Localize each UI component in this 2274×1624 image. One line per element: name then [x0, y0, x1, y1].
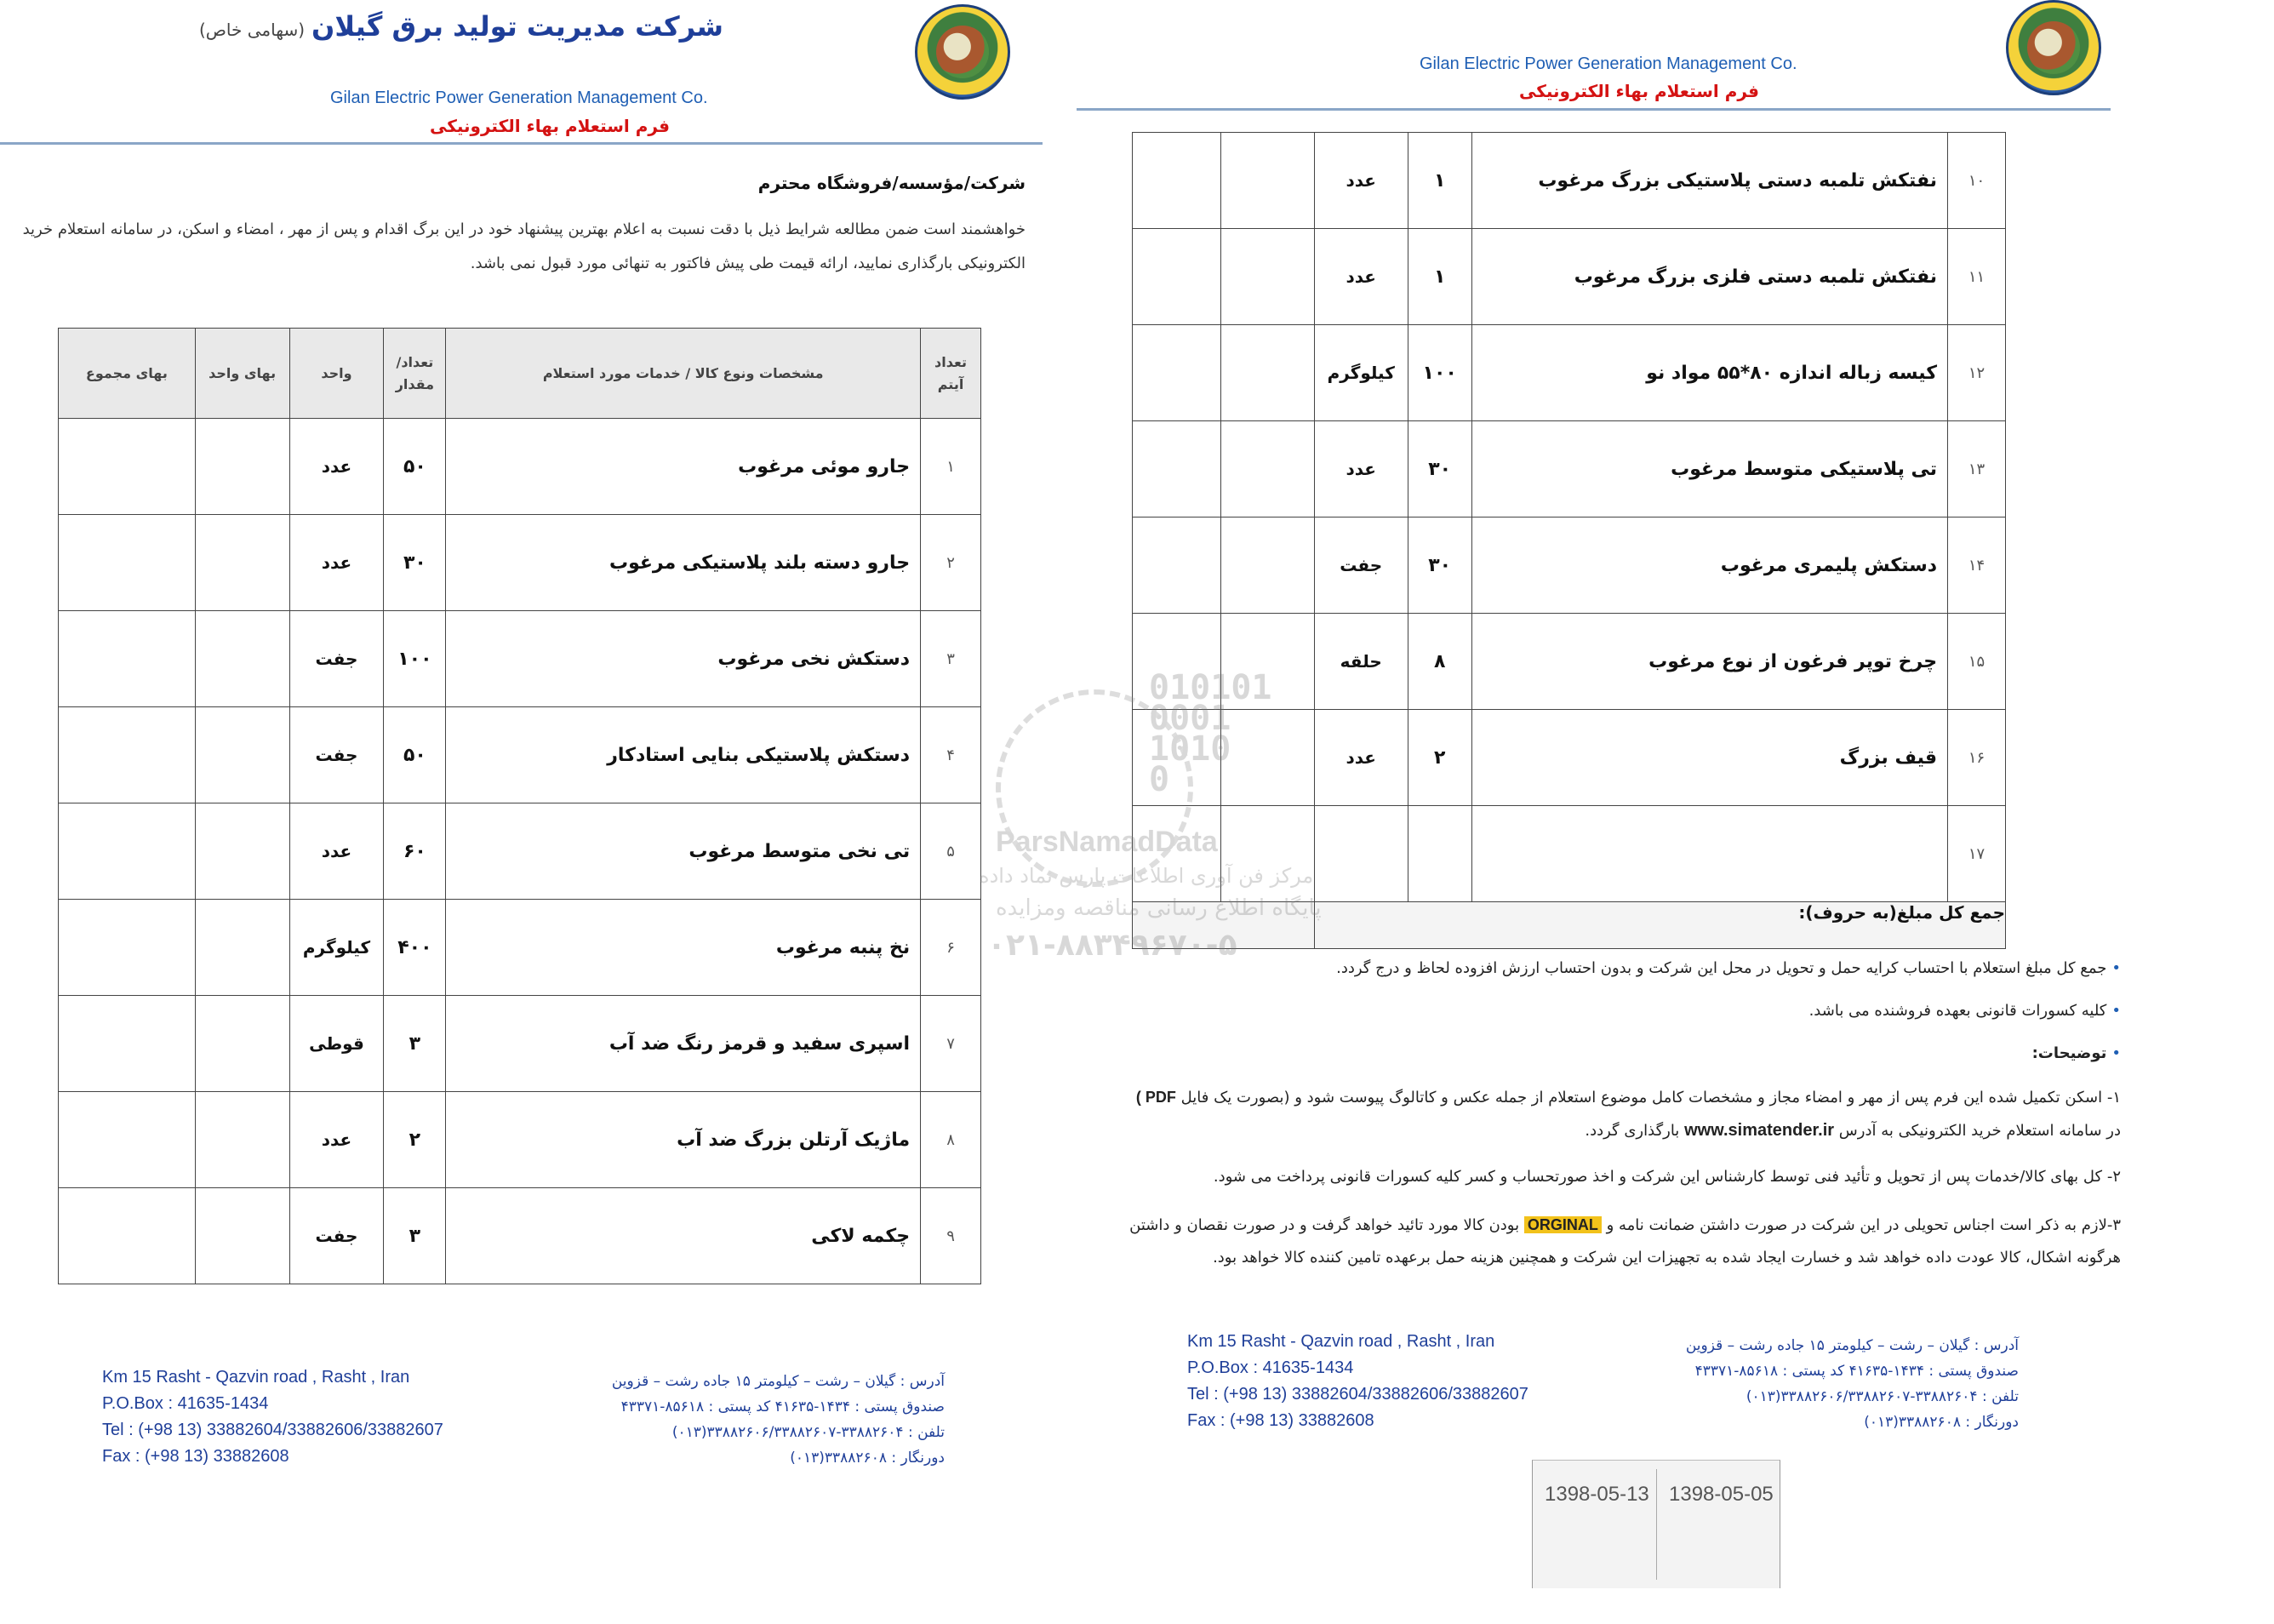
simatender-link[interactable]: www.simatender.ir	[1684, 1121, 1835, 1140]
row-quantity: ۶۰	[384, 803, 446, 900]
row-index: ۱۷	[1948, 806, 2006, 902]
row-total-price[interactable]	[1133, 325, 1221, 421]
row-unit-price[interactable]	[195, 1092, 289, 1188]
table-row	[1133, 518, 2006, 614]
table-row	[1133, 133, 2006, 229]
row-quantity: ۱۰۰	[384, 611, 446, 707]
row-unit-price[interactable]	[195, 1188, 289, 1284]
items-table-1	[58, 328, 981, 1284]
row-quantity: ۳۰	[1408, 421, 1471, 518]
watermark-phone: ۰۲۱-۸۸۳۴۹۶۷۰-۵	[987, 928, 1237, 963]
row-quantity: ۵۰	[384, 707, 446, 803]
total-row	[1133, 902, 2006, 949]
row-quantity: ۴۰۰	[384, 900, 446, 996]
orginal-highlight: ORGINAL	[1524, 1216, 1602, 1233]
watermark-line-1: مرکز فن آوری اطلاعات پارس نماد داده	[979, 864, 1314, 888]
company-name-en: Gilan Electric Power Generation Management Co.	[1420, 54, 1797, 73]
row-unit-price[interactable]	[1220, 229, 1314, 325]
stamp-date-2: 1398-05-05	[1669, 1483, 1774, 1506]
row-quantity: ۱۰۰	[1408, 325, 1471, 421]
salutation: شرکت/مؤسسه/فروشگاه محترم	[757, 173, 1026, 193]
row-total-price[interactable]	[1133, 229, 1221, 325]
row-unit-price[interactable]	[195, 996, 289, 1092]
row-quantity: ۱	[1408, 229, 1471, 325]
row-description: دستکش پلاستیکی بنایی استادکار	[446, 707, 921, 803]
company-logo	[2006, 0, 2101, 95]
row-index: ۶	[921, 900, 981, 996]
note-2: ۲- کل بهای کالا/خدمات پس از تحویل و تأئید فنی توسط کارشناس این شرکت و اخذ صورتحساب و کسر کلیه کسورات قانونی پرداخت می شود.	[1213, 1168, 2121, 1186]
row-unit-price[interactable]	[195, 900, 289, 996]
row-total-price[interactable]	[59, 996, 196, 1092]
row-quantity: ۲	[1408, 710, 1471, 806]
company-name-fa: شرکت مدیریت تولید برق گیلان(سهامی خاص)	[198, 10, 723, 43]
bullet-note-1: •جمع کل مبلغ استعلام با احتساب کرایه حمل و تحویل در محل این شرکت و بدون احتساب ارزش افزوده لحاظ و درج گردد.	[1336, 959, 2121, 977]
row-unit: جفت	[1314, 518, 1408, 614]
row-description: قیف بزرگ	[1471, 710, 1947, 806]
watermark-line-2: پایگاه اطلاع رسانی مناقصه ومزایده	[996, 895, 1322, 921]
row-index: ۵	[921, 803, 981, 900]
row-quantity: ۳۰	[384, 515, 446, 611]
row-index: ۱۶	[1948, 710, 2006, 806]
row-index: ۴	[921, 707, 981, 803]
table-row	[59, 1188, 981, 1284]
row-description: ماژیک آرتلن بزرگ ضد آب	[446, 1092, 921, 1188]
row-unit-price[interactable]	[1220, 518, 1314, 614]
row-quantity: ۲	[384, 1092, 446, 1188]
company-name-en: Gilan Electric Power Generation Management Co.	[330, 89, 708, 107]
total-label: جمع کل مبلغ(به حروف):	[1314, 902, 2005, 949]
address-en	[102, 1364, 443, 1470]
pobox-line: P.O.Box : 41635-1434	[102, 1394, 269, 1413]
fax-line: Fax : (+98 13) 33882608	[102, 1447, 289, 1466]
row-unit: حلقه	[1314, 614, 1408, 710]
row-unit: عدد	[1314, 133, 1408, 229]
note-1: ۱- اسکن تکمیل شده این فرم پس از مهر و امضاء مجاز و مشخصات کامل موضوع استعلام از جمله عکس و کاتالوگ پیوست شود و (بصورت یک فایل PDF ) در سامانه استعلام خرید الکترونیکی به آدرس www.simatender.ir بارگذاری گردد.	[1135, 1089, 2121, 1140]
col-quantity: تعداد/ مقدار	[384, 329, 446, 419]
col-description: مشخصات ونوع کالا / خدمات مورد استعلام	[446, 329, 921, 419]
tel-line: Tel : (+98 13) 33882604/33882606/33882607	[102, 1421, 443, 1439]
address-fa	[1686, 1333, 2019, 1435]
row-total-price[interactable]	[1133, 518, 1221, 614]
row-unit: قوطی	[289, 996, 384, 1092]
postal-line: صندوق پستی : ۱۴۳۴-۴۱۶۳۵ کد پستی : ۸۵۶۱۸-۴۳۳۷۱	[620, 1398, 945, 1415]
row-unit-price[interactable]	[195, 803, 289, 900]
row-total-price[interactable]	[1133, 710, 1221, 806]
row-total-price[interactable]	[1133, 421, 1221, 518]
bullet-note-2: •کلیه کسورات قانونی بعهده فروشنده می باشد.	[1808, 1002, 2121, 1020]
table-row	[59, 707, 981, 803]
watermark-brand: ParsNamadData	[996, 826, 1218, 858]
row-index: ۲	[921, 515, 981, 611]
date-stamp	[1532, 1460, 1780, 1588]
row-description	[1471, 806, 1947, 902]
stamp-date-1: 1398-05-13	[1545, 1483, 1649, 1506]
row-description: تی نخی متوسط مرغوب	[446, 803, 921, 900]
row-quantity: ۳	[384, 996, 446, 1092]
row-unit-price[interactable]	[195, 611, 289, 707]
row-description: چکمه لاکی	[446, 1188, 921, 1284]
address-line: آدرس : گیلان – رشت – کیلومتر ۱۵ جاده رشت – قزوین	[1685, 1337, 2019, 1354]
fax-line: دورنگار : ۳۳۸۸۲۶۰۸(۰۱۳)	[1864, 1414, 2019, 1431]
row-unit: عدد	[289, 803, 384, 900]
row-index: ۷	[921, 996, 981, 1092]
page-1	[0, 0, 1055, 1624]
row-total-price[interactable]	[59, 707, 196, 803]
row-total-price[interactable]	[59, 900, 196, 996]
row-unit-price[interactable]	[1220, 133, 1314, 229]
row-index: ۱۲	[1948, 325, 2006, 421]
phone-line: تلفن : ۳۳۸۸۲۶۰۴-۳۳۸۸۲۶۰۶/۳۳۸۸۲۶۰۷(۰۱۳)	[671, 1424, 945, 1441]
col-unit-price: بهای واحد	[195, 329, 289, 419]
form-title: فرم استعلام بهاء الکترونیکی	[430, 116, 670, 136]
row-total-price[interactable]	[1133, 806, 1221, 902]
row-description: جارو موئی مرغوب	[446, 419, 921, 515]
row-description: تی پلاستیکی متوسط مرغوب	[1471, 421, 1947, 518]
row-description: نفتکش تلمبه دستی پلاستیکی بزرگ مرغوب	[1471, 133, 1947, 229]
row-quantity: ۸	[1408, 614, 1471, 710]
phone-line: تلفن : ۳۳۸۸۲۶۰۴-۳۳۸۸۲۶۰۶/۳۳۸۸۲۶۰۷(۰۱۳)	[1745, 1388, 2019, 1405]
table-row	[1133, 710, 2006, 806]
explanations-title: •توضیحات:	[2031, 1044, 2121, 1062]
company-logo	[915, 4, 1010, 100]
row-index: ۱	[921, 419, 981, 515]
postal-line: صندوق پستی : ۱۴۳۴-۴۱۶۳۵ کد پستی : ۸۵۶۱۸-۴۳۳۷۱	[1694, 1363, 2019, 1380]
row-description: دستکش پلیمری مرغوب	[1471, 518, 1947, 614]
table-row	[1133, 806, 2006, 902]
table-row	[59, 996, 981, 1092]
row-unit: عدد	[1314, 229, 1408, 325]
row-index: ۱۵	[1948, 614, 2006, 710]
row-unit	[1314, 806, 1408, 902]
watermark-binary: 010101 0001 1010 0	[1149, 668, 1272, 799]
row-unit-price[interactable]	[195, 419, 289, 515]
table-row	[59, 419, 981, 515]
row-unit: جفت	[289, 707, 384, 803]
table-row	[59, 803, 981, 900]
row-index: ۱۴	[1948, 518, 2006, 614]
row-unit-price[interactable]	[195, 707, 289, 803]
row-unit: جفت	[289, 1188, 384, 1284]
intro-paragraph: خواهشمند است ضمن مطالعه شرایط ذیل با دقت نسبت به اعلام بهترین پیشنهاد خود در این برگ اقدام و پس از مهر ، امضاء و اسکن، در سامانه استعلام خرید الکترونیکی بارگذاری نمایید، ارائه قیمت طی پیش فاکتور به تنهائی مورد قبول نمی باشد.	[22, 220, 1026, 272]
address-line: Km 15 Rasht - Qazvin road , Rasht , Iran	[102, 1368, 410, 1387]
address-line: آدرس : گیلان – رشت – کیلومتر ۱۵ جاده رشت – قزوین	[611, 1373, 945, 1390]
row-total-price[interactable]	[59, 515, 196, 611]
row-total-price[interactable]	[59, 611, 196, 707]
address-en	[1187, 1329, 1528, 1434]
row-total-price[interactable]	[59, 1092, 196, 1188]
row-unit: عدد	[1314, 421, 1408, 518]
row-index: ۸	[921, 1092, 981, 1188]
row-index: ۹	[921, 1188, 981, 1284]
row-description: اسپری سفید و قرمز رنگ ضد آب	[446, 996, 921, 1092]
total-value[interactable]	[1133, 902, 1315, 949]
table-row	[1133, 614, 2006, 710]
row-quantity: ۵۰	[384, 419, 446, 515]
row-index: ۱۳	[1948, 421, 2006, 518]
row-total-price[interactable]	[1133, 133, 1221, 229]
row-unit-price[interactable]	[1220, 325, 1314, 421]
header-rule	[0, 142, 1043, 145]
table-row	[1133, 325, 2006, 421]
row-description: دستکش نخی مرغوب	[446, 611, 921, 707]
row-quantity: ۱	[1408, 133, 1471, 229]
row-unit: عدد	[289, 1092, 384, 1188]
table-row	[59, 611, 981, 707]
row-unit-price[interactable]	[1220, 614, 1314, 710]
note-3: ۳-لازم به ذکر است اجناس تحویلی در این شرکت در صورت داشتن ضمانت نامه و ORGINAL بودن کالا مورد تائید خواهد گرفت و در صورت نقصان و داشتن هرگونه اشکال، کالا عودت داده خواهد شد و خسارت ایجاد شده به تجهیزات این شرکت و همچنین هزینه حمل برعهده تامین کننده کالا خواهد بود.	[1129, 1216, 2121, 1267]
items-table-2	[1132, 132, 2006, 949]
table-row	[59, 515, 981, 611]
row-description: نخ پنبه مرغوب	[446, 900, 921, 996]
row-quantity	[1408, 806, 1471, 902]
row-total-price[interactable]	[1133, 614, 1221, 710]
form-title: فرم استعلام بهاء الکترونیکی	[1519, 81, 1759, 101]
row-unit-price[interactable]	[1220, 806, 1314, 902]
row-description: جارو دسته بلند پلاستیکی مرغوب	[446, 515, 921, 611]
col-total-price: بهای مجموع	[59, 329, 196, 419]
row-description: کیسه زباله اندازه ۸۰*۵۵ مواد نو	[1471, 325, 1947, 421]
fax-line: Fax : (+98 13) 33882608	[1187, 1411, 1374, 1430]
row-unit: جفت	[289, 611, 384, 707]
row-unit: عدد	[289, 515, 384, 611]
row-quantity: ۳	[384, 1188, 446, 1284]
row-description: چرخ توپر فرغون از نوع مرغوب	[1471, 614, 1947, 710]
row-unit: کیلوگرم	[289, 900, 384, 996]
row-total-price[interactable]	[59, 419, 196, 515]
address-line: Km 15 Rasht - Qazvin road , Rasht , Iran	[1187, 1332, 1495, 1351]
table-row	[1133, 229, 2006, 325]
row-unit: عدد	[289, 419, 384, 515]
header-rule	[1077, 108, 2111, 111]
row-unit: کیلوگرم	[1314, 325, 1408, 421]
row-index: ۳	[921, 611, 981, 707]
col-unit: واحد	[289, 329, 384, 419]
pobox-line: P.O.Box : 41635-1434	[1187, 1358, 1354, 1377]
row-index: ۱۰	[1948, 133, 2006, 229]
row-description: نفتکش تلمبه دستی فلزی بزرگ مرغوب	[1471, 229, 1947, 325]
row-total-price[interactable]	[59, 803, 196, 900]
table-row	[1133, 421, 2006, 518]
row-index: ۱۱	[1948, 229, 2006, 325]
table-row	[59, 1092, 981, 1188]
row-unit-price[interactable]	[1220, 421, 1314, 518]
row-unit-price[interactable]	[195, 515, 289, 611]
table-row	[59, 900, 981, 996]
fax-line: دورنگار : ۳۳۸۸۲۶۰۸(۰۱۳)	[790, 1450, 945, 1467]
address-fa	[612, 1369, 945, 1471]
row-quantity: ۳۰	[1408, 518, 1471, 614]
row-unit-price[interactable]	[1220, 710, 1314, 806]
row-unit: عدد	[1314, 710, 1408, 806]
tel-line: Tel : (+98 13) 33882604/33882606/33882607	[1187, 1385, 1528, 1404]
col-item-count: تعداد آیتم	[921, 329, 981, 419]
row-total-price[interactable]	[59, 1188, 196, 1284]
